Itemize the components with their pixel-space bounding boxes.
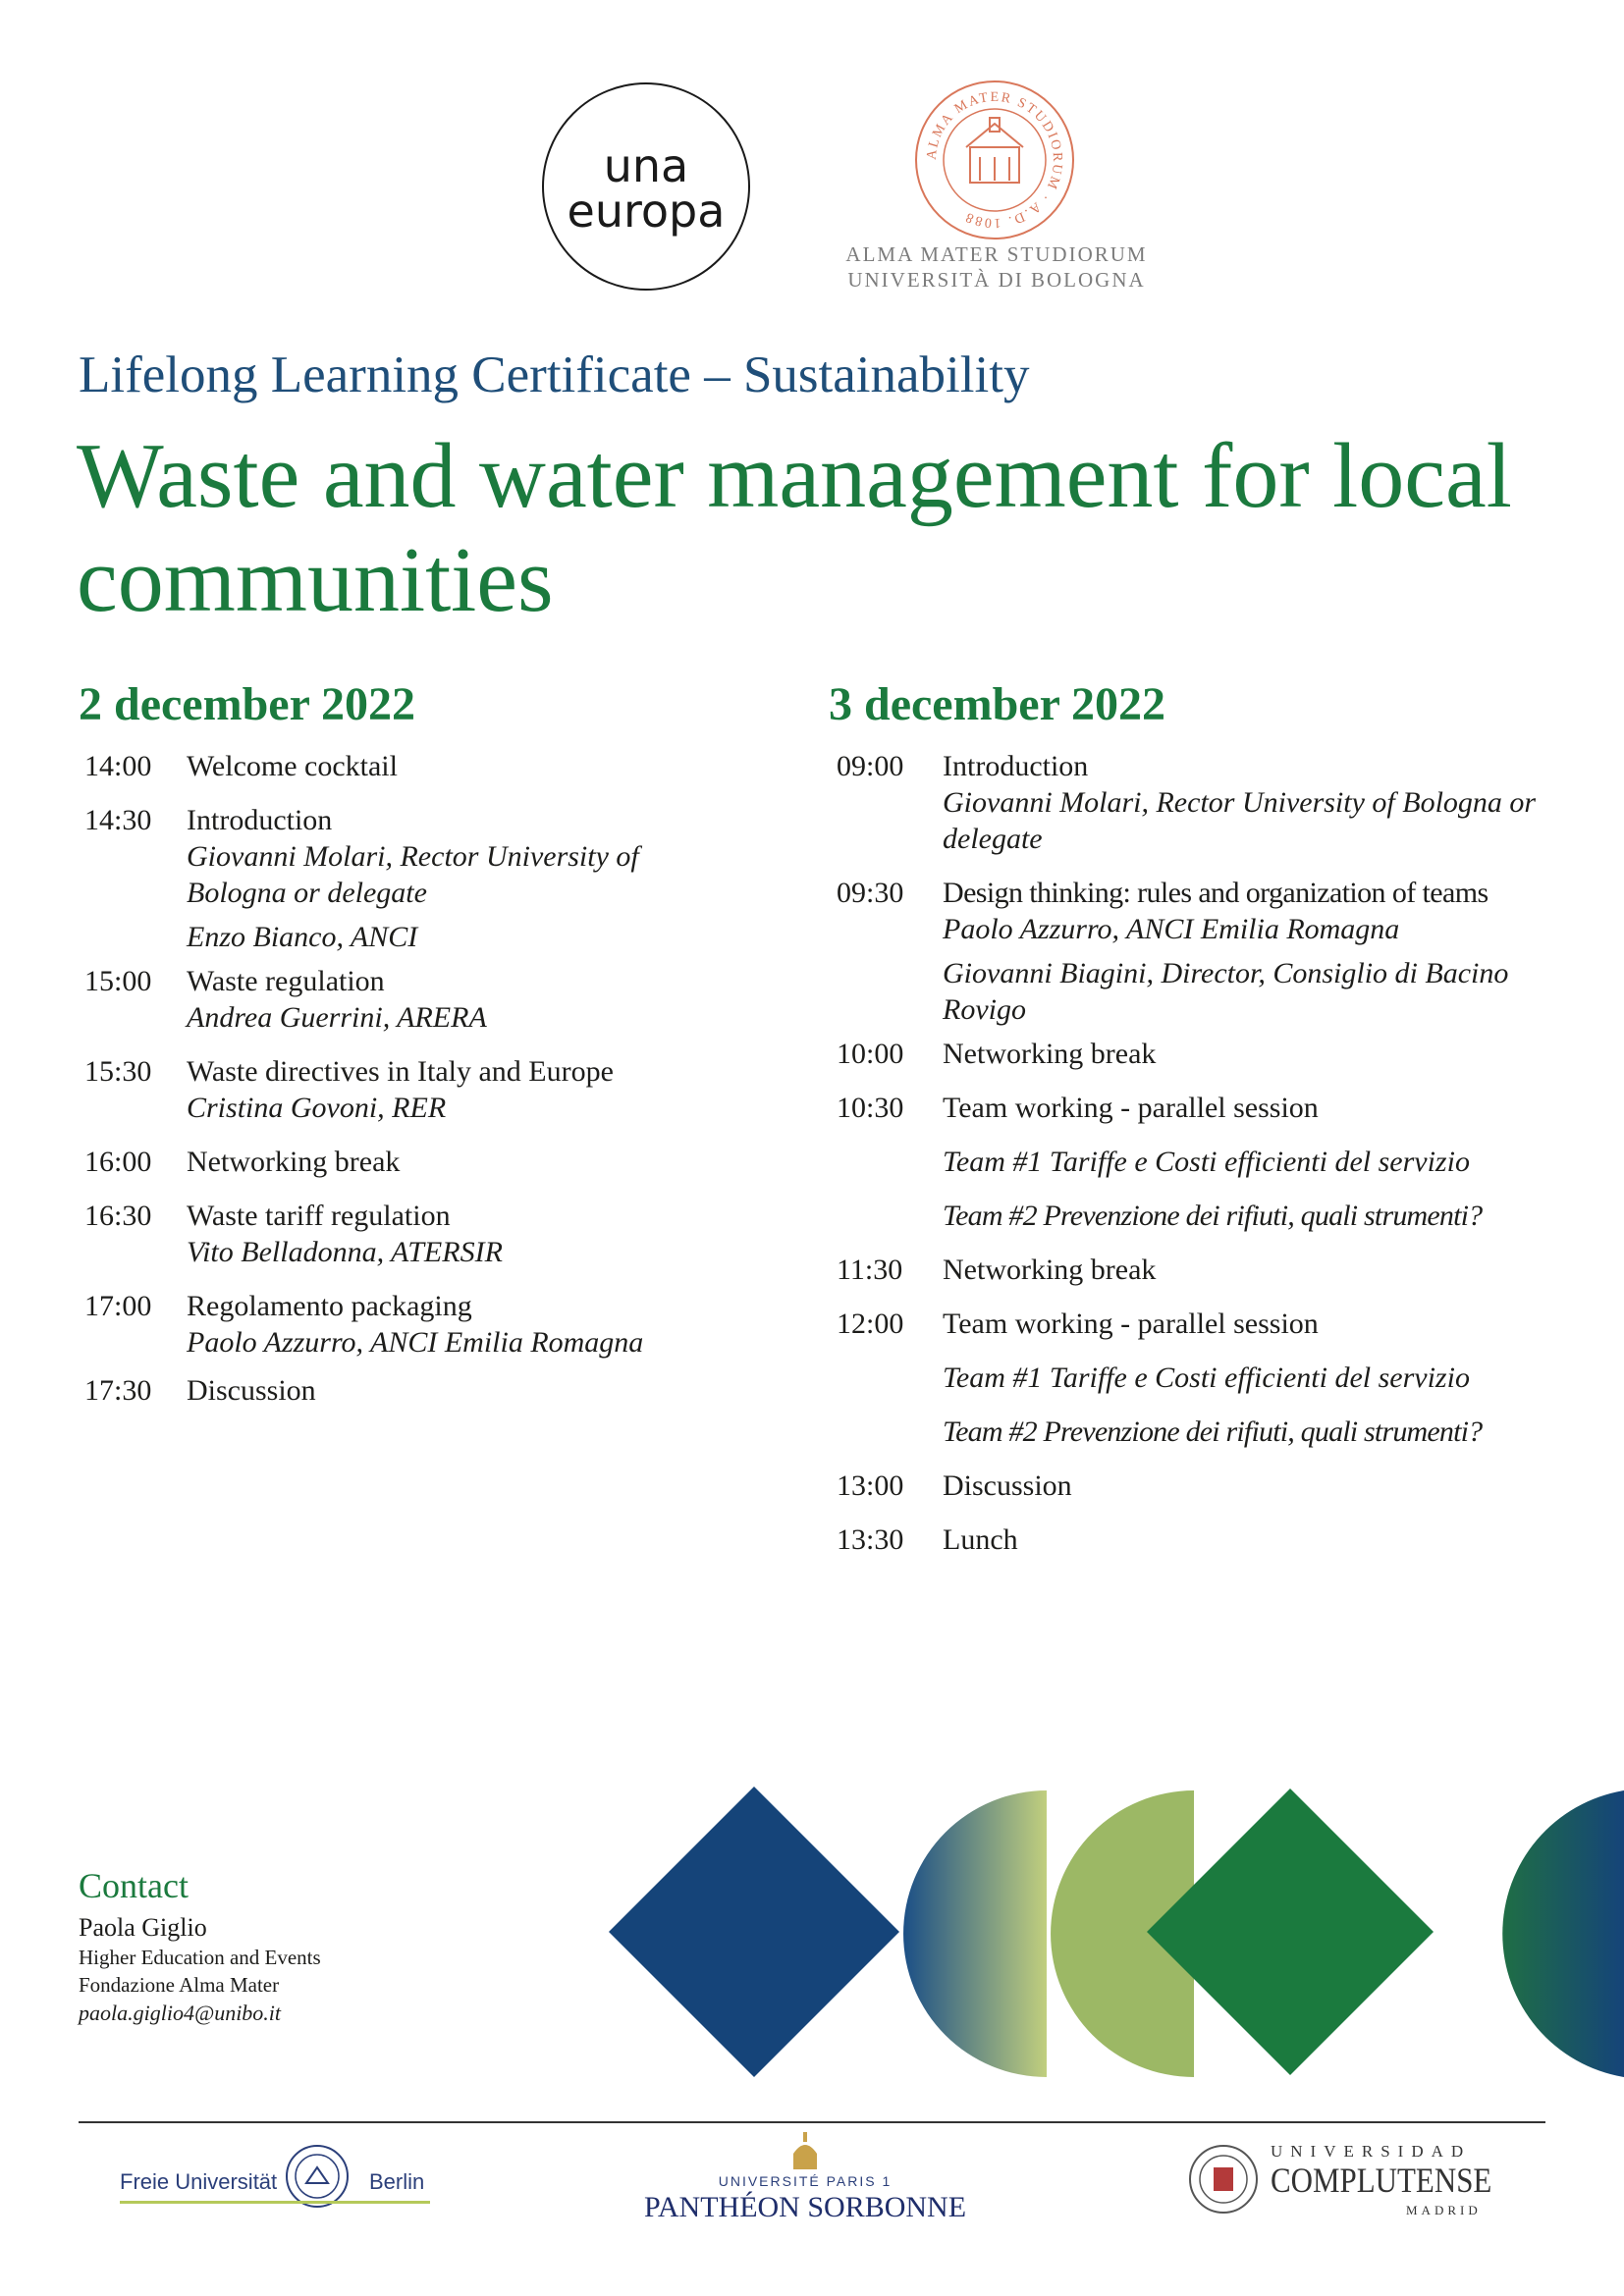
agenda-item: [837, 1036, 1543, 1072]
navy-diamond-shape: [609, 1787, 899, 2077]
agenda-item: [837, 748, 1543, 857]
sorbonne-big-text: PANTHÉON SORBONNE: [643, 2191, 967, 2223]
agenda-speaker: Vito Belladonna, ATERSIR: [187, 1236, 503, 1268]
una-europa-logo: [542, 82, 750, 291]
agenda-speaker: Team #1 Tariffe e Costi efficienti del servizio: [943, 1362, 1470, 1394]
una-europa-text-2: europa: [567, 185, 726, 238]
agenda-title: Team working - parallel session: [943, 1308, 1319, 1340]
agenda-speaker: Giovanni Biagini, Director, Consiglio di Bacino Rovigo: [943, 957, 1509, 1026]
fu-seal-icon: [285, 2144, 350, 2209]
agenda-time: 10:00: [837, 1038, 904, 1070]
bologna-name: [835, 241, 1159, 293]
agenda-speaker: Cristina Govoni, RER: [187, 1092, 447, 1124]
agenda-item: [84, 1372, 713, 1409]
agenda-item: [837, 1306, 1543, 1450]
agenda-time: 09:30: [837, 877, 904, 909]
fu-underline: [120, 2201, 430, 2204]
agenda-title: Networking break: [943, 1038, 1157, 1070]
agenda-speaker: Paolo Azzurro, ANCI Emilia Romagna: [187, 1326, 644, 1359]
agenda-time: 13:00: [837, 1469, 904, 1502]
agenda-time: 17:00: [84, 1290, 152, 1322]
agenda-title: Discussion: [187, 1374, 316, 1407]
agenda-title: Introduction: [943, 750, 1089, 782]
agenda-time: 13:30: [837, 1523, 904, 1556]
agenda-title: Team working - parallel session: [943, 1092, 1319, 1124]
sorbonne-logo: [628, 2130, 982, 2228]
agenda-item: [84, 1288, 713, 1361]
agenda-time: 14:30: [84, 804, 152, 836]
complutense-top-text: UNIVERSIDAD: [1271, 2142, 1472, 2161]
agenda-title: Waste regulation: [187, 965, 385, 997]
agenda-item: [837, 1090, 1543, 1234]
complutense-bot-text: MADRID: [1406, 2203, 1482, 2217]
bologna-seal-text: ALMA MATER STUDIORUM · A.D. 1088: [924, 89, 1065, 231]
day2-agenda: [837, 748, 1543, 1558]
contact-block: [79, 1912, 321, 2028]
agenda-time: 14:00: [84, 750, 152, 782]
agenda-item: [84, 1198, 713, 1270]
bologna-name-line1: ALMA MATER STUDIORUM: [845, 242, 1148, 266]
agenda-time: 12:00: [837, 1308, 904, 1340]
agenda-time: 17:30: [84, 1374, 152, 1407]
agenda-title: Waste directives in Italy and Europe: [187, 1055, 614, 1088]
fu-berlin-text-left: Freie Universität: [120, 2169, 278, 2194]
agenda-speaker: Team #2 Prevenzione dei rifiuti, quali strumenti?: [943, 1200, 1483, 1232]
day1-agenda: [84, 748, 713, 1409]
agenda-item: [84, 1053, 713, 1126]
agenda-item: [84, 802, 713, 955]
agenda-title: Discussion: [943, 1469, 1072, 1502]
contact-org: Fondazione Alma Mater: [79, 1973, 280, 1997]
agenda-title: Welcome cocktail: [187, 750, 398, 782]
day1-heading: 2 december 2022: [79, 678, 416, 730]
bologna-name-line2: UNIVERSITÀ DI BOLOGNA: [847, 268, 1146, 292]
agenda-speaker: Team #1 Tariffe e Costi efficienti del servizio: [943, 1146, 1470, 1178]
fu-berlin-logo: [120, 2138, 444, 2222]
agenda-title: Networking break: [943, 1254, 1157, 1286]
complutense-crest-icon: [1188, 2138, 1259, 2220]
complutense-mid-text: COMPLUTENSE: [1271, 2161, 1492, 2200]
agenda-item: [837, 1522, 1543, 1558]
agenda-speaker: Enzo Bianco, ANCI: [187, 921, 418, 953]
agenda-title: Waste tariff regulation: [187, 1200, 451, 1232]
una-europa-text-1: una: [603, 139, 689, 192]
agenda-time: 16:00: [84, 1146, 152, 1178]
agenda-title: Design thinking: rules and organization of teams: [943, 877, 1489, 909]
agenda-title: Regolamento packaging: [187, 1290, 472, 1322]
agenda-item: [84, 748, 713, 784]
certificate-subtitle: Lifelong Learning Certificate – Sustainability: [79, 347, 1030, 403]
decorative-shapes: [609, 1787, 1624, 2081]
complutense-logo: [1188, 2138, 1542, 2226]
agenda-speaker: Giovanni Molari, Rector University of Bologna or delegate: [187, 840, 639, 909]
contact-email[interactable]: paola.giglio4@unibo.it: [79, 2001, 282, 2025]
agenda-item: [837, 1252, 1543, 1288]
contact-role: Higher Education and Events: [79, 1946, 321, 1969]
agenda-title: Networking break: [187, 1146, 401, 1178]
contact-name: Paola Giglio: [79, 1913, 207, 1942]
sorbonne-small-text: UNIVERSITÉ PARIS 1: [718, 2173, 893, 2189]
footer-divider: [79, 2121, 1545, 2123]
agenda-time: 09:00: [837, 750, 904, 782]
sorbonne-dome-icon: [789, 2132, 821, 2171]
page-title: Waste and water management for local communities: [77, 425, 1512, 631]
contact-heading: Contact: [79, 1866, 189, 1905]
agenda-speaker: Andrea Guerrini, ARERA: [187, 1001, 487, 1034]
agenda-time: 11:30: [837, 1254, 903, 1286]
agenda-time: 10:30: [837, 1092, 904, 1124]
agenda-time: 15:30: [84, 1055, 152, 1088]
agenda-speaker: Paolo Azzurro, ANCI Emilia Romagna: [943, 913, 1400, 945]
agenda-time: 15:00: [84, 965, 152, 997]
agenda-title: Lunch: [943, 1523, 1018, 1556]
agenda-item: [837, 1468, 1543, 1504]
agenda-item: [837, 875, 1543, 1028]
agenda-item: [84, 963, 713, 1036]
agenda-title: Introduction: [187, 804, 333, 836]
agenda-time: 16:30: [84, 1200, 152, 1232]
fu-berlin-text-right: Berlin: [369, 2169, 425, 2194]
agenda-speaker: Giovanni Molari, Rector University of Bologna or delegate: [943, 786, 1537, 855]
agenda-speaker: Team #2 Prevenzione dei rifiuti, quali strumenti?: [943, 1415, 1483, 1448]
teal-half-circle-shape: [1502, 1790, 1624, 2077]
agenda-item: [84, 1144, 713, 1180]
gradient-half-circle-shape: [903, 1790, 1047, 2077]
bologna-seal-icon: [913, 79, 1076, 241]
day2-heading: 3 december 2022: [829, 678, 1166, 730]
